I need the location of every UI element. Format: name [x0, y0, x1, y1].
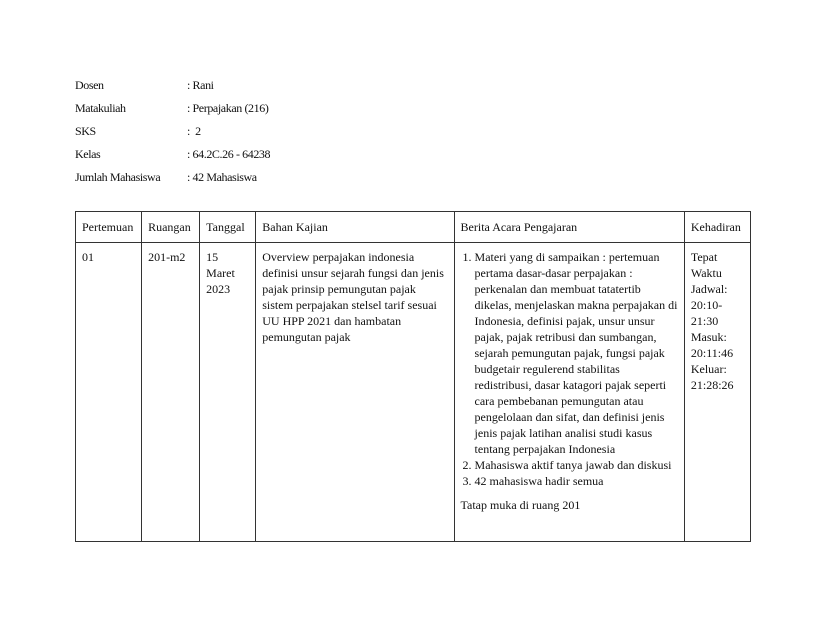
jumlah-mahasiswa-label: Jumlah Mahasiswa	[75, 170, 161, 184]
dosen-value: : Rani	[187, 78, 214, 92]
berita-list	[461, 249, 678, 489]
table-header-row	[76, 212, 751, 243]
course-info	[75, 74, 270, 189]
kehadiran-line: Tepat	[690, 250, 718, 264]
kehadiran-line: 20:10-	[690, 298, 723, 312]
berita-item: 1. Materi yang di sampaikan : pertemuan pertama dasar-dasar perpajakan : perkenalan dan membuat tatatertib dikelas, menjelaskan makna perpajakan di Indonesia, definisi pajak, unsur unsur pajak, pajak retribusi dan sumbangan, sejarah pemungutan pajak, fungsi pajak budgetair regulerend stabilitas redistribusi, dasar katagori pajak seperti cara pembebanan pemungutan atau pengelolaan dan sifat, dan definisi jenis jenis pajak latihan analisi studi kasus tentang perpajakan Indonesia	[475, 249, 678, 457]
header-ruangan: Ruangan	[142, 212, 200, 243]
berita-note: Tatap muka di ruang 201	[460, 498, 581, 512]
table-row	[76, 243, 751, 542]
info-row-jumlah-mahasiswa	[75, 166, 270, 189]
header-berita-acara: Berita Acara Pengajaran	[454, 212, 684, 243]
tanggal-year: 2023	[206, 282, 231, 296]
matakuliah-label: Matakuliah	[75, 101, 126, 115]
tanggal-month: Maret	[206, 266, 235, 280]
kelas-label: Kelas	[75, 147, 101, 161]
jumlah-mahasiswa-value: : 42 Mahasiswa	[187, 170, 257, 184]
cell-pertemuan: 01	[76, 243, 142, 542]
cell-kehadiran	[684, 243, 750, 542]
berita-item: 3. 42 mahasiswa hadir semua	[475, 473, 678, 489]
cell-ruangan: 201-m2	[142, 243, 200, 542]
kehadiran-line: Jadwal:	[690, 282, 728, 296]
kehadiran-line: Keluar:	[690, 362, 727, 376]
cell-tanggal	[200, 243, 256, 542]
header-bahan-kajian: Bahan Kajian	[256, 212, 454, 243]
header-kehadiran: Kehadiran	[684, 212, 750, 243]
sks-label: SKS	[75, 124, 96, 138]
cell-berita-acara	[454, 243, 684, 542]
info-row-dosen	[75, 74, 270, 97]
kelas-value: : 64.2C.26 - 64238	[187, 147, 271, 161]
info-row-matakuliah	[75, 97, 270, 120]
kehadiran-line: 21:30	[690, 314, 719, 328]
info-row-kelas	[75, 143, 270, 166]
sks-value: : 2	[187, 124, 201, 138]
matakuliah-value: : Perpajakan (216)	[187, 101, 269, 115]
kehadiran-line: 21:28:26	[690, 378, 734, 392]
tanggal-day: 15	[206, 250, 219, 264]
kehadiran-line: 20:11:46	[690, 346, 734, 360]
header-pertemuan: Pertemuan	[76, 212, 142, 243]
teaching-record-table	[75, 211, 751, 542]
info-row-sks	[75, 120, 270, 143]
dosen-label: Dosen	[75, 78, 104, 92]
header-tanggal: Tanggal	[200, 212, 256, 243]
berita-item: 2. Mahasiswa aktif tanya jawab dan diskusi	[475, 457, 678, 473]
cell-bahan-kajian: Overview perpajakan indonesia definisi unsur sejarah fungsi dan jenis pajak prinsip pemungutan pajak sistem perpajakan stelsel tarif sesuai UU HPP 2021 dan hambatan pemungutan pajak	[256, 243, 454, 542]
kehadiran-line: Masuk:	[690, 330, 727, 344]
kehadiran-line: Waktu	[690, 266, 722, 280]
